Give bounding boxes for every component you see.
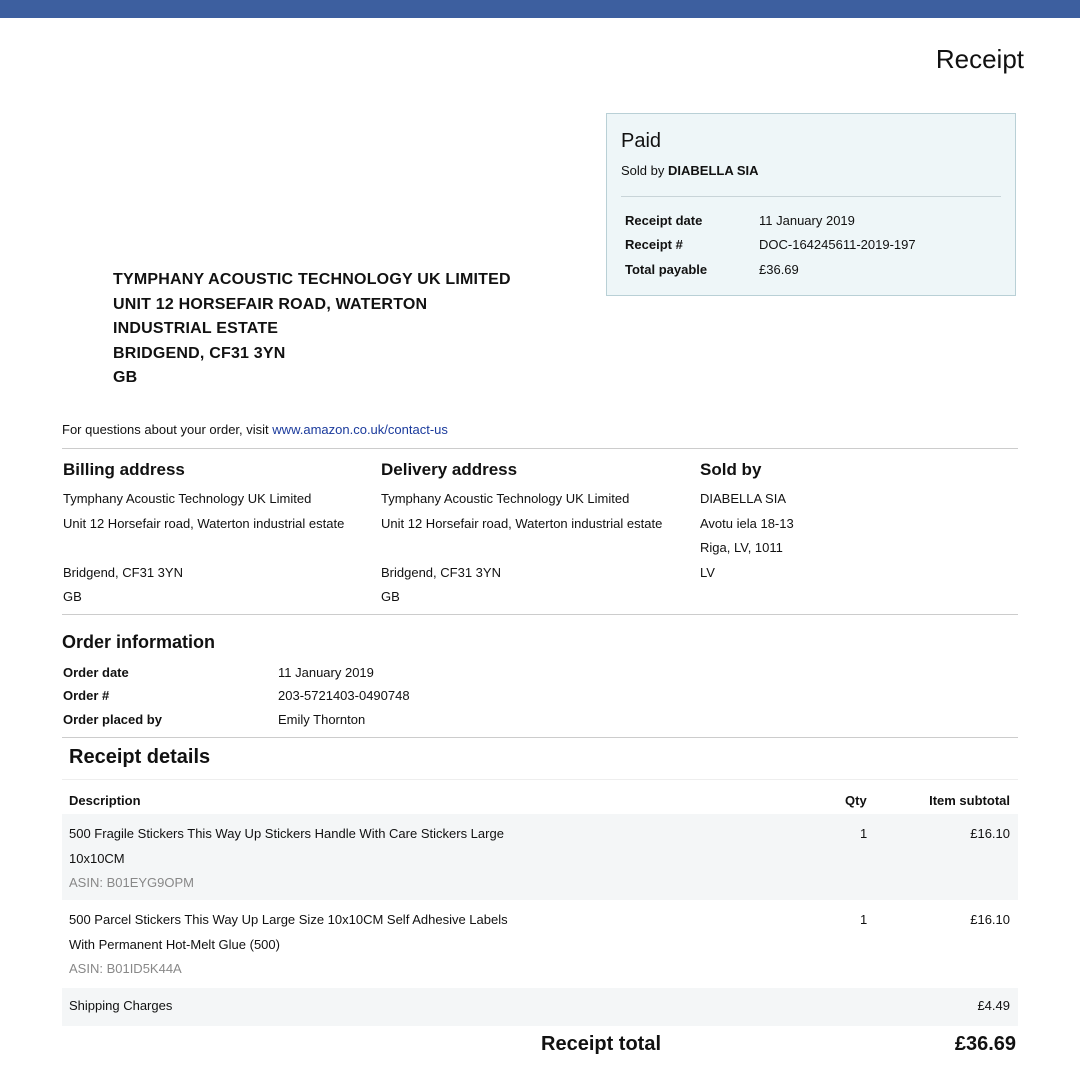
table-row (62, 900, 1018, 988)
item-qty: 1 (860, 826, 868, 841)
sold-by-summary (621, 163, 759, 178)
billing-line: Unit 12 Horsefair road, Waterton industrial estate (63, 515, 345, 531)
billing-address (63, 460, 344, 610)
delivery-address-title: Delivery address (381, 460, 518, 479)
item-subtotal: £16.10 (970, 826, 1010, 841)
sold-by-prefix: Sold by (621, 163, 665, 178)
recipient-line: INDUSTRIAL ESTATE (113, 320, 279, 338)
item-subtotal: £16.10 (970, 912, 1010, 927)
total-payable-value: £36.69 (759, 262, 799, 277)
receipt-date-value: 11 January 2019 (759, 213, 855, 228)
item-title-line: 500 Parcel Stickers This Way Up Large Size 10x10CM Self Adhesive Labels (69, 912, 508, 927)
divider (62, 737, 1018, 738)
shipping-value: £4.49 (977, 998, 1010, 1013)
seller-line: LV (700, 564, 715, 580)
order-placed-by-value: Emily Thornton (278, 711, 366, 727)
payment-status: Paid (621, 130, 662, 152)
receipt-total-label: Receipt total (541, 1033, 662, 1055)
order-placed-by-label: Order placed by (63, 711, 162, 727)
receipt-number-label: Receipt # (625, 237, 683, 252)
contact-text: For questions about your order, visit (62, 422, 269, 437)
receipt-details-title: Receipt details (69, 746, 211, 768)
recipient-line: BRIDGEND, CF31 3YN (113, 344, 286, 362)
recipient-line: GB (113, 369, 138, 387)
recipient-line: UNIT 12 HORSEFAIR ROAD, WATERTON (113, 295, 428, 313)
total-payable-label: Total payable (625, 262, 708, 277)
recipient-address (113, 268, 511, 391)
billing-line: GB (63, 589, 82, 604)
order-number-value: 203-5721403-0490748 (278, 688, 410, 704)
table-row (62, 814, 1018, 900)
order-information-title: Order information (62, 632, 216, 652)
column-header-subtotal: Item subtotal (929, 793, 1010, 808)
receipt-items-table (62, 779, 1018, 1026)
delivery-line: Tymphany Acoustic Technology UK Limited (381, 491, 630, 506)
order-date-label: Order date (63, 665, 129, 680)
item-title-line: 500 Fragile Stickers This Way Up Stickers Handle With Care Stickers Large (69, 826, 504, 841)
column-header-description: Description (69, 793, 141, 808)
seller-address (700, 460, 794, 585)
sold-by-title: Sold by (700, 460, 762, 479)
delivery-line: Bridgend, CF31 3YN (381, 564, 501, 580)
billing-address-title: Billing address (63, 460, 185, 479)
contact-note (62, 422, 448, 437)
shipping-label: Shipping Charges (69, 998, 173, 1013)
recipient-line: TYMPHANY ACOUSTIC TECHNOLOGY UK LIMITED (113, 271, 511, 288)
item-title-line: 10x10CM (69, 850, 125, 866)
delivery-address (381, 460, 662, 610)
receipt-date-label: Receipt date (625, 213, 703, 228)
billing-line: Tymphany Acoustic Technology UK Limited (63, 491, 312, 506)
billing-line: Bridgend, CF31 3YN (63, 564, 183, 580)
top-accent-bar (0, 0, 1080, 18)
receipt-total-value: £36.69 (954, 1033, 1016, 1055)
status-divider (621, 196, 1001, 197)
billing-line (63, 536, 344, 561)
shipping-row (62, 988, 1018, 1026)
receipt-number-value: DOC-164245611-2019-197 (759, 237, 916, 252)
seller-line: Riga, LV, 1011 (700, 540, 783, 555)
order-number-label: Order # (63, 688, 110, 704)
item-asin: ASIN: B01EYG9OPM (69, 875, 194, 891)
seller-line: Avotu iela 18-13 (700, 515, 794, 531)
delivery-line (381, 536, 662, 561)
column-header-qty: Qty (845, 793, 867, 808)
item-description (69, 908, 549, 982)
table-header (62, 779, 1018, 814)
item-asin: ASIN: B01ID5K44A (69, 961, 182, 977)
seller-line: DIABELLA SIA (700, 491, 786, 506)
item-description (69, 822, 549, 896)
divider (62, 448, 1018, 449)
document-title: Receipt (935, 44, 1024, 74)
contact-link[interactable]: www.amazon.co.uk/contact-us (272, 422, 448, 437)
divider (62, 614, 1018, 615)
payment-status-box (606, 113, 1016, 296)
delivery-line: Unit 12 Horsefair road, Waterton industrial estate (381, 515, 663, 531)
item-qty: 1 (860, 912, 868, 927)
item-title-line: With Permanent Hot-Melt Glue (500) (69, 936, 280, 952)
delivery-line: GB (381, 589, 400, 604)
seller-name: DIABELLA SIA (668, 163, 759, 178)
order-date-value: 11 January 2019 (278, 665, 374, 680)
